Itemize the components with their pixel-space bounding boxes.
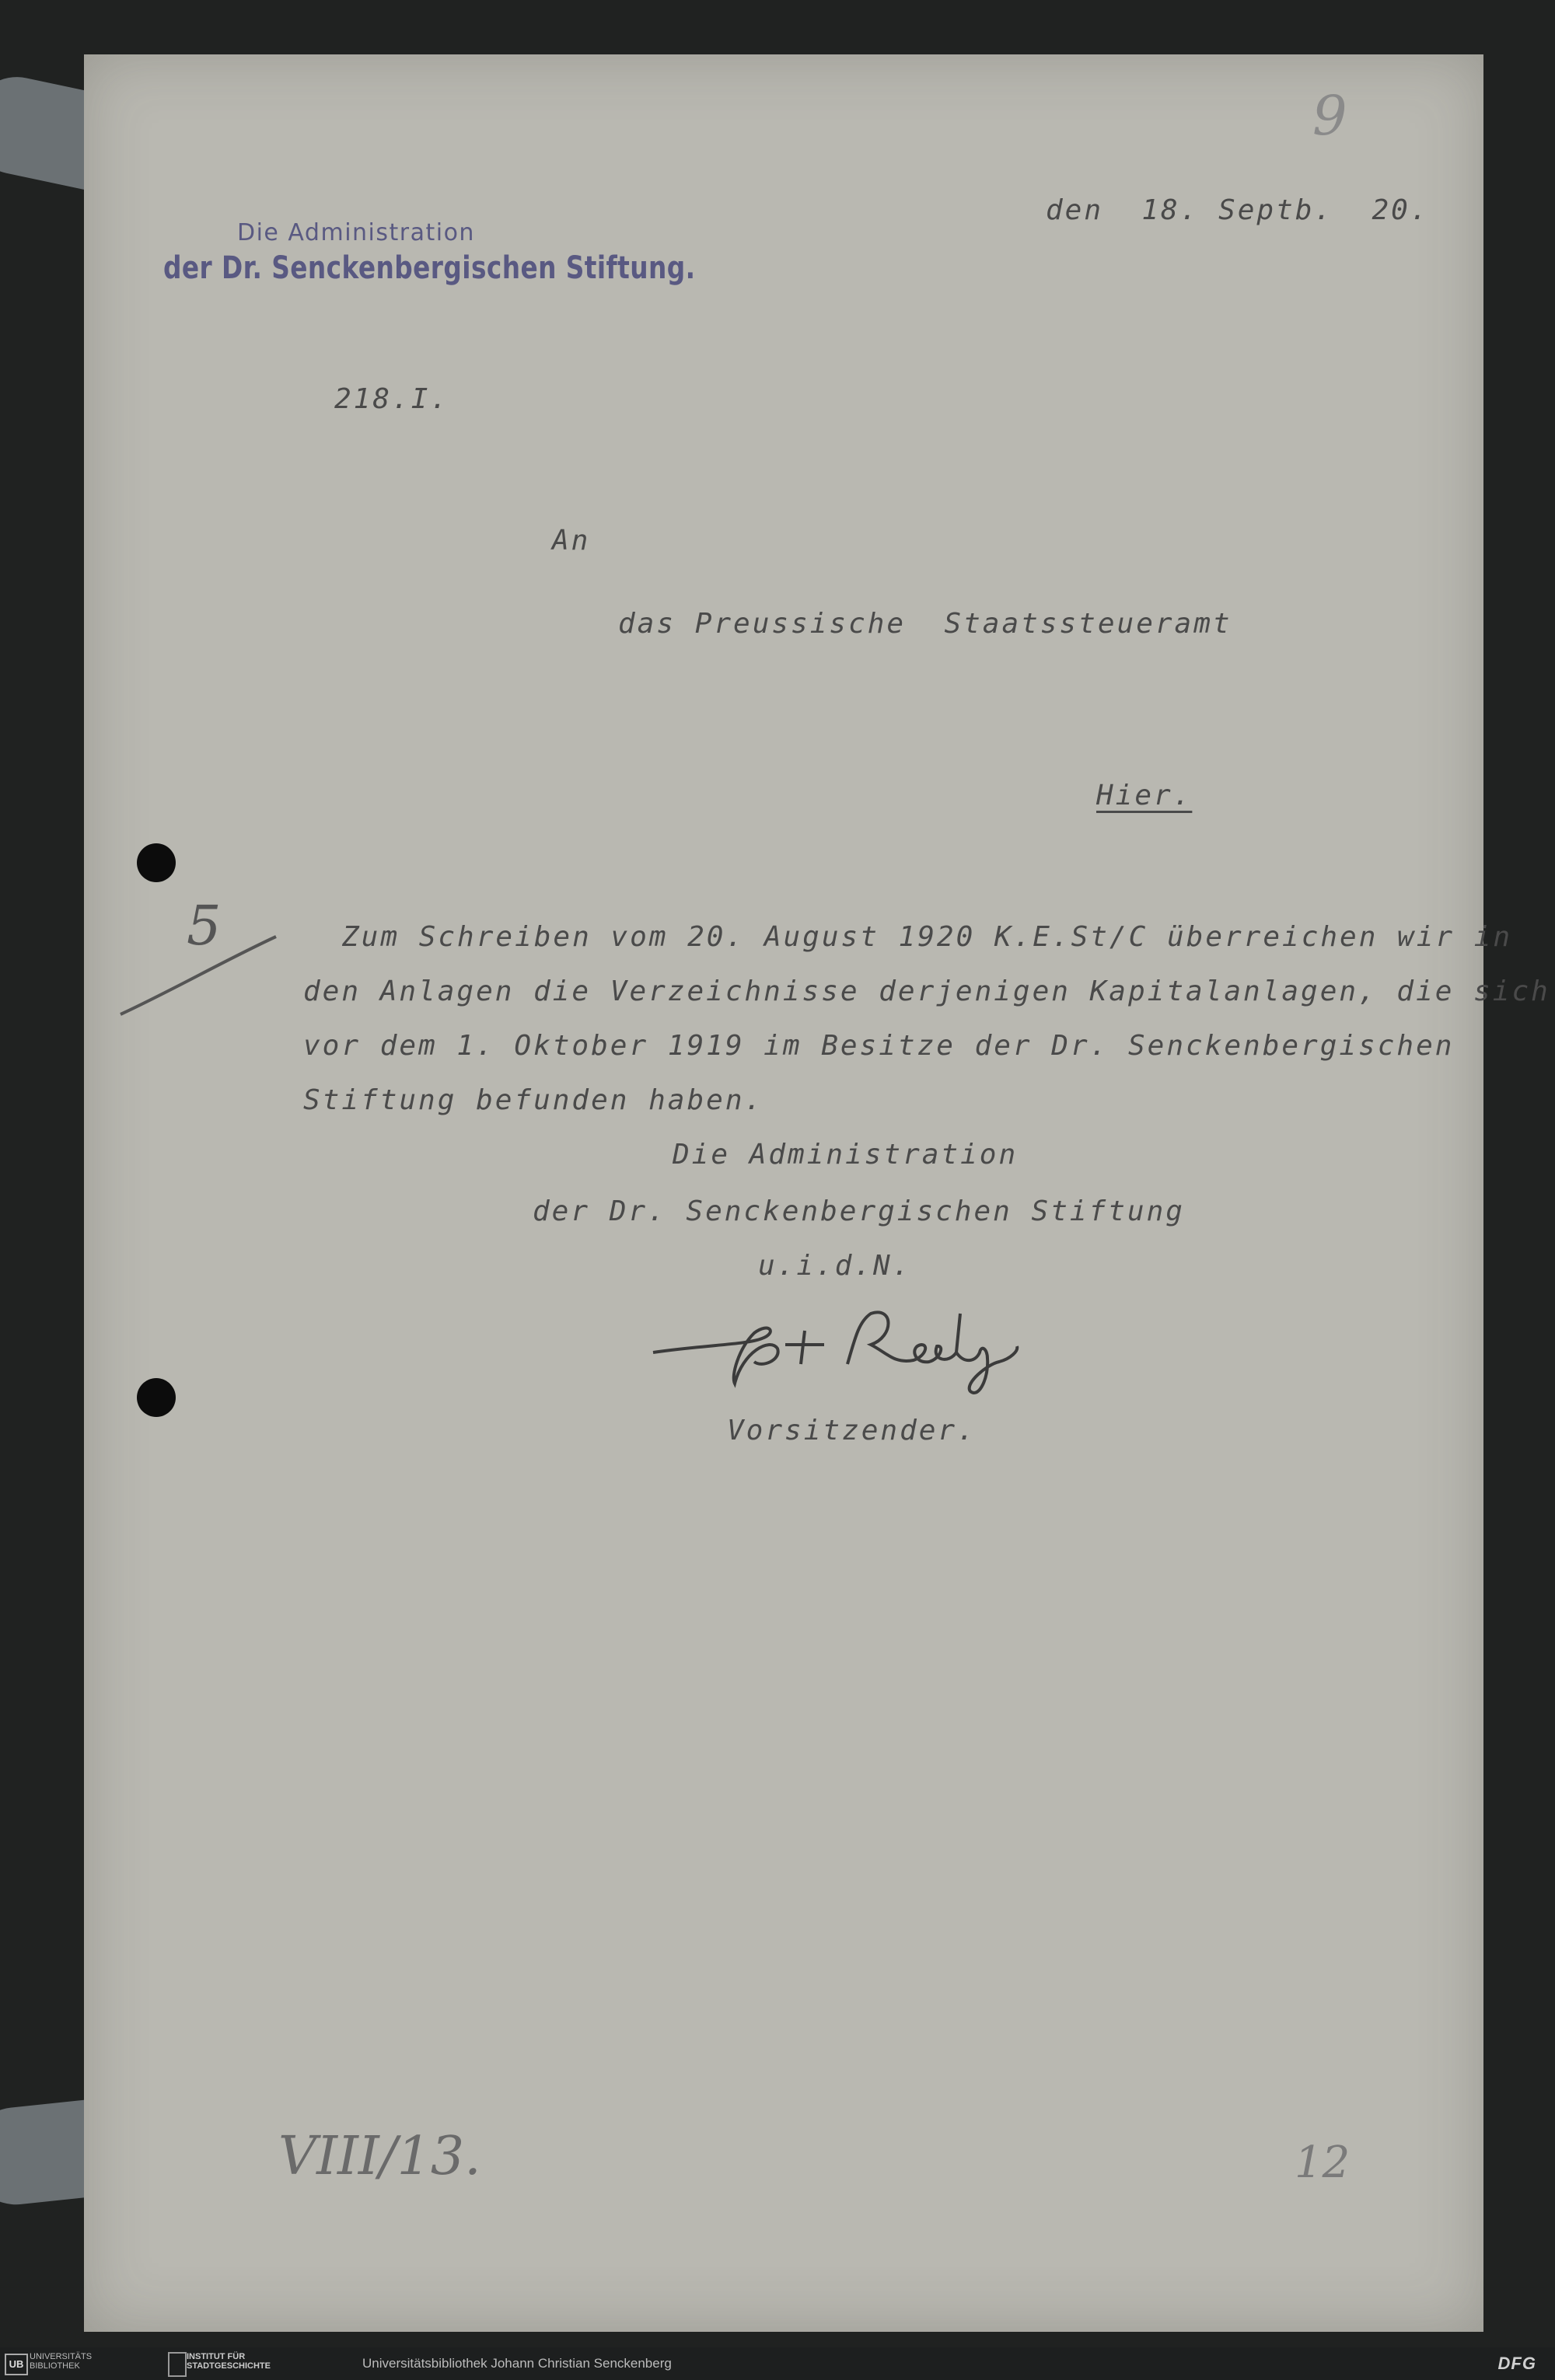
punch-hole-lower (137, 1378, 176, 1417)
stamp-line-2: der Dr. Senckenbergischen Stiftung. (163, 250, 696, 286)
annotation-bottom-right: 12 (1295, 2137, 1351, 2188)
recipient: das Preussische Staatssteueramt (618, 608, 1232, 640)
annotation-margin-mark: 5 (187, 894, 222, 958)
ub-name-line-2: BIBLIOTHEK (30, 2361, 80, 2371)
institute-line-1: INSTITUT FÜR (187, 2352, 246, 2361)
signatory-title: Vorsitzender. (727, 1415, 977, 1446)
body-line-4: Stiftung befunden haben. (303, 1084, 764, 1116)
punch-hole-upper (137, 843, 176, 882)
stamp-line-1: Die Administration (237, 219, 475, 246)
body-line-1: Zum Schreiben vom 20. August 1920 K.E.St/C überreichen wir in (342, 921, 1513, 953)
annotation-bottom-left: VIII/13. (278, 2126, 481, 2187)
signature (645, 1290, 1081, 1407)
margin-stroke (117, 929, 280, 1022)
letter-date: den 18. Septb. 20. (1046, 194, 1430, 226)
recipient-location: Hier. (1096, 780, 1193, 811)
annotation-top-right: 9 (1312, 84, 1347, 148)
institute-logo-icon (168, 2352, 187, 2377)
body-line-3: vor dem 1. Oktober 1919 im Besitze der Dr. Senckenbergischen (303, 1030, 1455, 1062)
closing-line-1: Die Administration (673, 1139, 1019, 1171)
institute-line-2: STADTGESCHICHTE (187, 2361, 271, 2371)
document-sheet (84, 54, 1483, 2332)
ub-logo: UB (5, 2354, 28, 2375)
institute-name (187, 2352, 271, 2371)
archive-footer (0, 2347, 1555, 2380)
ub-name (30, 2352, 92, 2371)
library-name: Universitätsbibliothek Johann Christian Senckenberg (362, 2356, 672, 2371)
salutation-prefix: An (552, 525, 591, 557)
dfg-logo: DFG (1497, 2354, 1536, 2373)
ub-name-line-1: UNIVERSITÄTS (30, 2352, 93, 2361)
closing-line-2: der Dr. Senckenbergischen Stiftung (533, 1195, 1185, 1227)
closing-line-3: u.i.d.N. (758, 1250, 912, 1282)
body-line-2: den Anlagen die Verzeichnisse derjenigen Kapitalanlagen, die sich (303, 975, 1550, 1007)
reference-number: 218.I. (334, 383, 450, 415)
